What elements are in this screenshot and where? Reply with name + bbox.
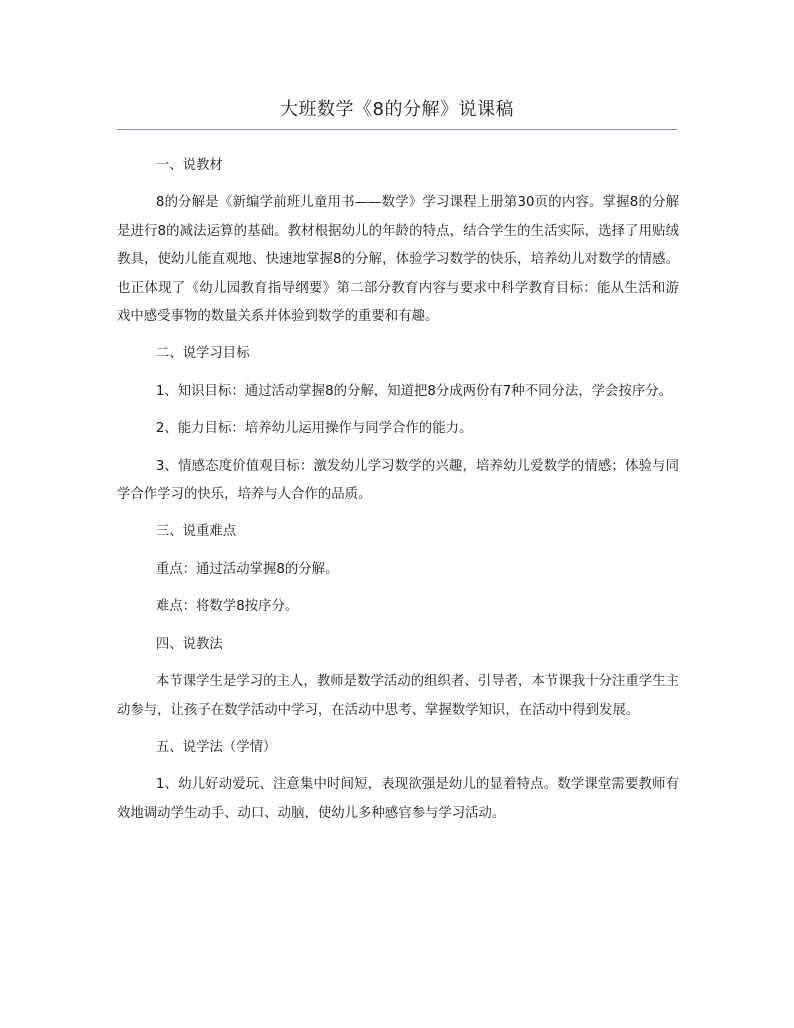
section-heading-teaching-material: 一、说教材	[155, 158, 223, 173]
title-underline	[117, 129, 677, 130]
paragraph-emotion-goal: 3、情感态度价值观目标：激发幼儿学习数学的兴趣，培养幼儿爱数学的情感；体验与同学合作学习的快乐，培养与人合作的品质。	[117, 458, 679, 503]
section-heading-learning-method: 五、说学法（学情）	[155, 739, 277, 755]
paragraph-teaching-material: 8的分解是《新编学前班儿童用书——数学》学习课程上册第30页的内容。掌握8的分解是进行8的减法运算的基础。教材根据幼儿的年龄的特点，结合学生的生活实际，选择了用贴绒教具，使幼儿能直观地、快速地掌握8的分解，体验学习数学的快乐，培养幼儿对数学的情感。也正体现了《幼儿园教育指导纲要》第二部分教育内容与要求中科学教育目标：能从生活和游戏中感受事物的数量关系并体验到数学的重要和有趣。	[117, 195, 679, 325]
document-body	[117, 152, 679, 837]
section-heading-learning-goals: 二、说学习目标	[155, 346, 250, 362]
document-title: 大班数学《8的分解》说课稿	[280, 99, 514, 120]
paragraph-learning-method: 1、幼儿好动爱玩、注意集中时间短，表现欲强是幼儿的显着特点。数学课堂需要教师有效地调动学生动手、动口、动脑，使幼儿多种感官参与学习活动。	[117, 777, 679, 821]
paragraph-teaching-method: 本节课学生是学习的主人，教师是数学活动的组织者、引导者，本节课我十分注重学生主动参与，让孩子在数学活动中学习，在活动中思考、掌握数学知识，在活动中得到发展。	[117, 674, 679, 718]
paragraph-key-point: 重点：通过活动掌握8的分解。	[155, 561, 339, 577]
paragraph-knowledge-goal: 1、知识目标：通过活动掌握8的分解，知道把8分成两份有7种不同分法，学会按序分。	[155, 383, 672, 399]
paragraph-difficult-point: 难点：将数学8按序分。	[155, 599, 299, 615]
paragraph-ability-goal: 2、能力目标：培养幼儿运用操作与同学合作的能力。	[155, 421, 473, 437]
section-heading-teaching-method: 四、说教法	[155, 636, 223, 652]
section-heading-key-points: 三、说重难点	[155, 524, 237, 540]
